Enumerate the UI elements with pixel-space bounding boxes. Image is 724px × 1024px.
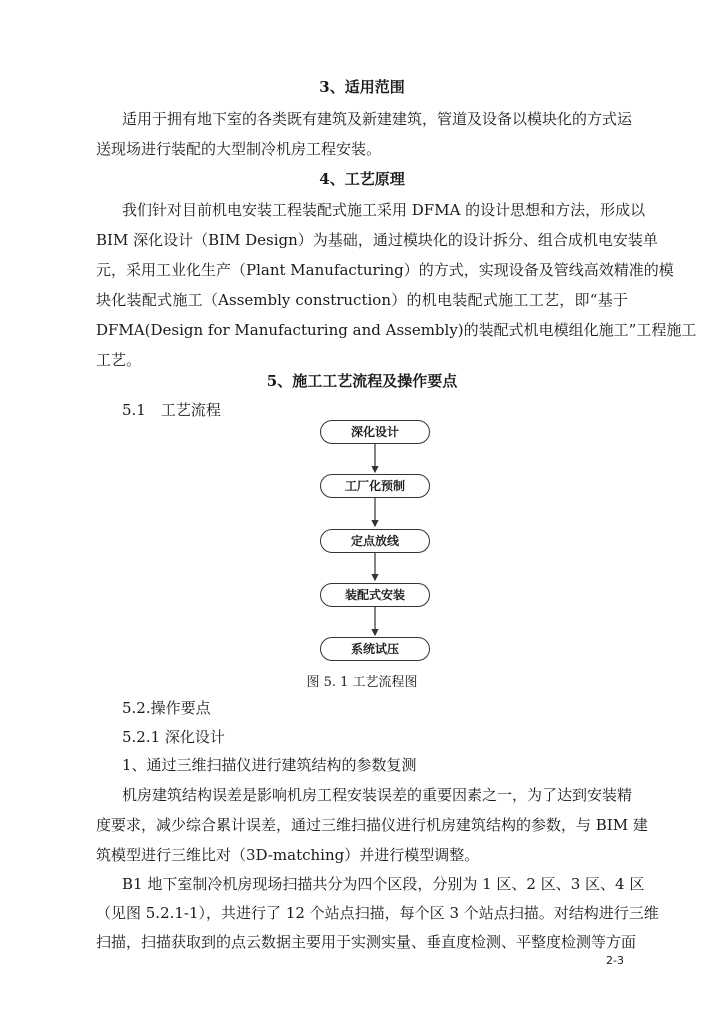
paragraph-1-line-3: 筑模型进行三维比对（3D-matching）并进行模型调整。 [96,846,480,864]
section-3-line-2: 送现场进行装配的大型制冷机房工程安装。 [96,140,382,158]
section-4-line-4: 块化装配式施工（Assembly construction）的机电装配式施工工艺，即“基于 [96,291,628,309]
paragraph-1-line-2: 度要求，减少综合累计误差，通过三维扫描仪进行机房建筑结构的参数，与 BIM 建 [96,816,648,834]
paragraph-1-line-1: 机房建筑结构误差是影响机房工程安装误差的重要因素之一，为了达到安装精 [122,786,633,804]
subsection-5-2: 5.2.操作要点 [122,699,211,717]
section-3-line-1: 适用于拥有地下室的各类既有建筑及新建建筑，管道及设备以模块化的方式运 [122,110,633,128]
section-4-title: 4、工艺原理 [319,170,405,188]
section-4-line-6: 工艺。 [96,351,142,369]
flow-step-system-pressure-test: 系统试压 [320,637,430,661]
subsection-5-2-1: 5.2.1 深化设计 [122,728,225,746]
paragraph-2-line-1: B1 地下室制冷机房现场扫描共分为四个区段，分别为 1 区、2 区、3 区、4 区 [122,875,645,893]
item-1-heading: 1、通过三维扫描仪进行建筑结构的参数复测 [122,756,417,774]
subsection-5-1: 5.1 工艺流程 [122,401,221,419]
flow-step-positioning-layout: 定点放线 [320,529,430,553]
page-number: 2-3 [606,954,624,967]
paragraph-2-line-3: 扫描，扫描获取到的点云数据主要用于实测实量、垂直度检测、平整度检测等方面 [96,933,637,951]
paragraph-2-line-2: （见图 5.2.1-1），共进行了 12 个站点扫描，每个区 3 个站点扫描。对结构进行三维 [96,904,659,922]
section-5-title: 5、施工工艺流程及操作要点 [266,372,458,390]
flow-step-assembly-installation: 装配式安装 [320,583,430,607]
flow-step-factory-prefabrication: 工厂化预制 [320,474,430,498]
section-3-title: 3、适用范围 [319,78,405,96]
section-4-line-5: DFMA(Design for Manufacturing and Assembly)的装配式机电模组化施工”工程施工 [96,321,697,339]
section-4-line-1: 我们针对目前机电安装工程装配式施工采用 DFMA 的设计思想和方法，形成以 [122,201,646,219]
section-4-line-2: BIM 深化设计（BIM Design）为基础，通过模块化的设计拆分、组合成机电安装单 [96,231,658,249]
flowchart-caption: 图 5. 1 工艺流程图 [306,675,418,690]
flow-step-deepening-design: 深化设计 [320,420,430,444]
section-4-line-3: 元，采用工业化生产（Plant Manufacturing）的方式，实现设备及管线高效精准的模 [96,261,674,279]
